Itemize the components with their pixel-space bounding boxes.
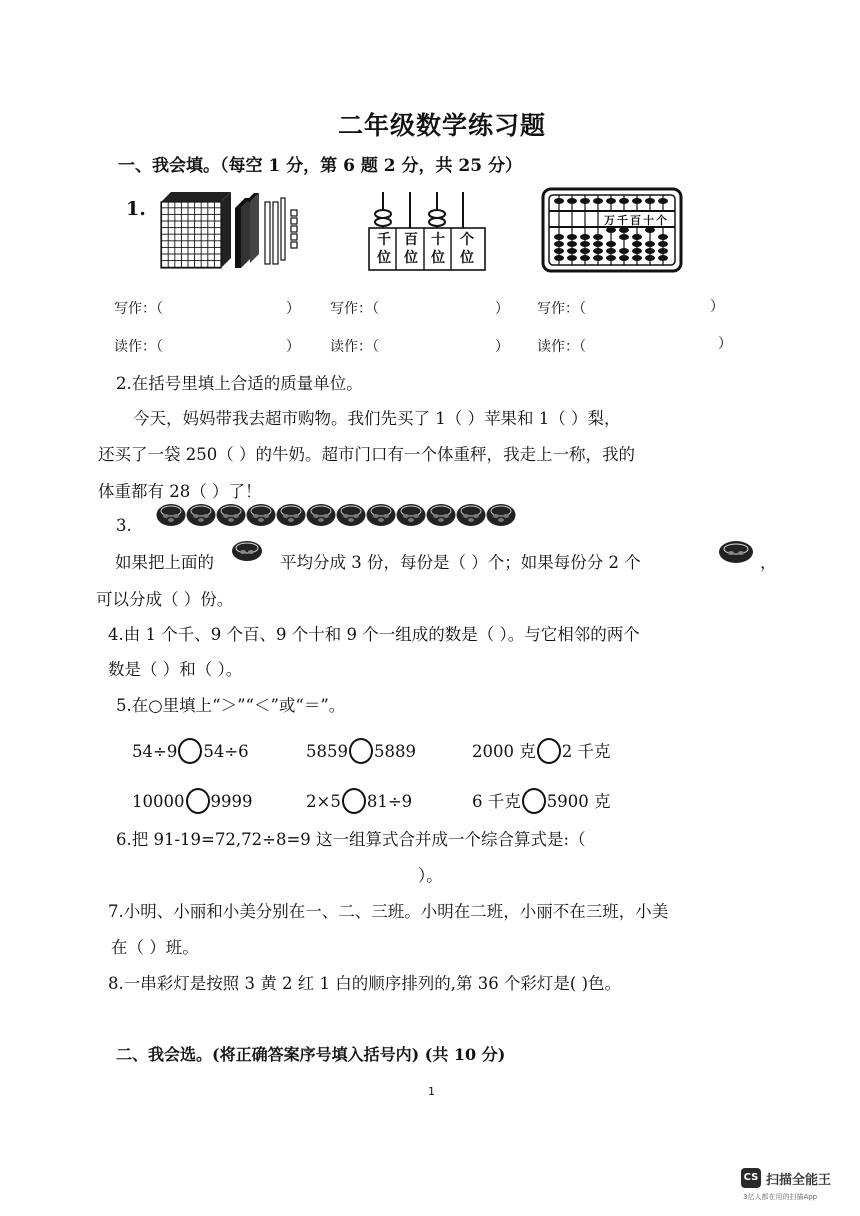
fruit-basket-icon	[246, 501, 276, 527]
q5-item-left: 6 千克	[472, 792, 521, 811]
q5-item-6	[472, 788, 611, 814]
q1-write-close-2: ）	[495, 301, 509, 317]
q5-item-right: 2 千克	[561, 742, 611, 761]
ten-rod-icon	[265, 198, 285, 264]
fruit-basket-icon	[306, 501, 336, 527]
watermark-subtitle: 3亿人都在用的扫描App	[743, 1193, 818, 1201]
abacus-label-thousands: 千 位	[377, 232, 391, 266]
q5-item-right: 5900 克	[546, 792, 611, 811]
compare-circle[interactable]	[186, 788, 210, 814]
q5-item-right: 9999	[210, 792, 253, 811]
fruit-basket-icon	[216, 501, 246, 527]
q1-read-close-1: ）	[286, 339, 300, 355]
fruit-basket-icon	[186, 501, 216, 527]
section2-heading: 二、我会选。(将正确答案序号填入括号内) (共 10 分)	[116, 1045, 506, 1064]
fruit-basket-icon	[456, 501, 486, 527]
q1-write-label-3: 写作：（	[537, 301, 586, 317]
abacus-place-value-figure	[367, 186, 489, 272]
suanpan-abacus-figure	[541, 187, 683, 273]
q4-line1: 4.由 1 个千、9 个百、9 个十和 9 个一组成的数是（ ）。与它相邻的两个	[108, 625, 640, 644]
q5-item-4	[132, 788, 253, 814]
fruit-basket-icon	[156, 501, 186, 527]
q8-line1: 8.一串彩灯是按照 3 黄 2 红 1 白的顺序排列的,第 36 个彩灯是( )色。	[108, 974, 622, 993]
camscanner-logo-icon: CS	[741, 1168, 761, 1188]
q3-number: 3.	[116, 516, 132, 535]
q1-read-label-2: 读作：（	[330, 339, 379, 355]
fruit-basket-icon	[231, 538, 263, 562]
q6-line2: ）。	[418, 866, 443, 885]
q2-line2: 还买了一袋 250（ ）的牛奶。超市门口有一个体重秤，我走上一称，我的	[98, 445, 635, 464]
section1-heading: 一、我会填。（每空 1 分，第 6 题 2 分，共 25 分）	[118, 156, 522, 176]
q7-line2: 在（ ）班。	[111, 938, 199, 957]
q5-item-left: 5859	[306, 742, 348, 761]
q3-fruit-inline-1	[231, 538, 263, 566]
q5-item-right: 54÷6	[203, 742, 249, 761]
fruit-basket-icon	[366, 501, 396, 527]
compare-circle[interactable]	[342, 788, 366, 814]
q2-prompt: 2.在括号里填上合适的质量单位。	[116, 374, 363, 393]
fruit-basket-icon	[336, 501, 366, 527]
q5-item-2	[306, 738, 416, 764]
q1-read-close-2: ）	[495, 339, 509, 355]
q2-line1: 今天，妈妈带我去超市购物。我们先买了 1（ ）苹果和 1（ ）梨，	[133, 409, 621, 428]
page-number: 1	[428, 1085, 435, 1098]
q3-line1c: ，	[760, 553, 777, 572]
q2-line3: 体重都有 28（ ）了！	[98, 482, 262, 501]
q1-write-close-1: ）	[286, 301, 300, 317]
compare-circle[interactable]	[178, 738, 202, 764]
compare-circle[interactable]	[522, 788, 546, 814]
thousand-cube-icon	[161, 192, 231, 268]
q3-line1a: 如果把上面的	[115, 553, 214, 572]
q3-fruit-inline-2	[718, 538, 754, 568]
abacus-label-hundreds: 百 位	[404, 232, 418, 266]
q5-item-left: 54÷9	[132, 742, 178, 761]
suanpan-place-labels: 万千百十个	[604, 214, 669, 227]
q1-write-label-2: 写作：（	[330, 301, 379, 317]
page-title: 二年级数学练习题	[338, 111, 547, 140]
q5-item-5	[306, 788, 412, 814]
fruit-basket-icon	[276, 501, 306, 527]
abacus-label-tens: 十 位	[431, 232, 445, 266]
fruit-basket-icon	[718, 538, 754, 564]
q1-write-label-1: 写作：（	[114, 301, 163, 317]
unit-cubes-icon	[291, 210, 297, 248]
compare-circle[interactable]	[537, 738, 561, 764]
q6-line1: 6.把 91-19=72,72÷8=9 这一组算式合并成一个综合算式是:（	[116, 830, 586, 849]
q5-item-left: 2×5	[306, 792, 341, 811]
q5-item-3	[472, 738, 611, 764]
q1-read-label-1: 读作：（	[114, 339, 163, 355]
fruit-basket-icon	[396, 501, 426, 527]
watermark-name: 扫描全能王	[766, 1173, 832, 1188]
q1-number: 1.	[126, 198, 146, 220]
fruit-basket-icon	[426, 501, 456, 527]
q5-item-left: 2000 克	[472, 742, 536, 761]
q5-item-1	[132, 738, 249, 764]
q5-item-right: 5889	[374, 742, 416, 761]
q1-read-label-3: 读作：（	[537, 339, 586, 355]
q1-read-close-3: ）	[718, 336, 732, 352]
q3-line1b: 平均分成 3 份，每份是（ ）个；如果每份分 2 个	[280, 553, 641, 572]
q7-line1: 7.小明、小丽和小美分别在一、二、三班。小明在二班，小丽不在三班，小美	[108, 902, 669, 921]
q5-item-right: 81÷9	[366, 792, 413, 811]
q5-item-left: 10000	[132, 792, 185, 811]
q3-fruit-row	[156, 501, 516, 531]
place-value-blocks-figure	[155, 188, 305, 273]
fruit-basket-icon	[486, 501, 516, 527]
compare-circle[interactable]	[349, 738, 373, 764]
abacus-label-ones: 个 位	[460, 232, 474, 266]
q3-line2: 可以分成（ ）份。	[96, 590, 234, 609]
hundred-flat-icon	[235, 193, 259, 268]
q5-prompt: 5.在○里填上“＞”“＜”或“＝”。	[116, 696, 346, 715]
q4-line2: 数是（ ）和（ ）。	[108, 660, 243, 679]
q1-write-close-3: ）	[710, 299, 724, 315]
